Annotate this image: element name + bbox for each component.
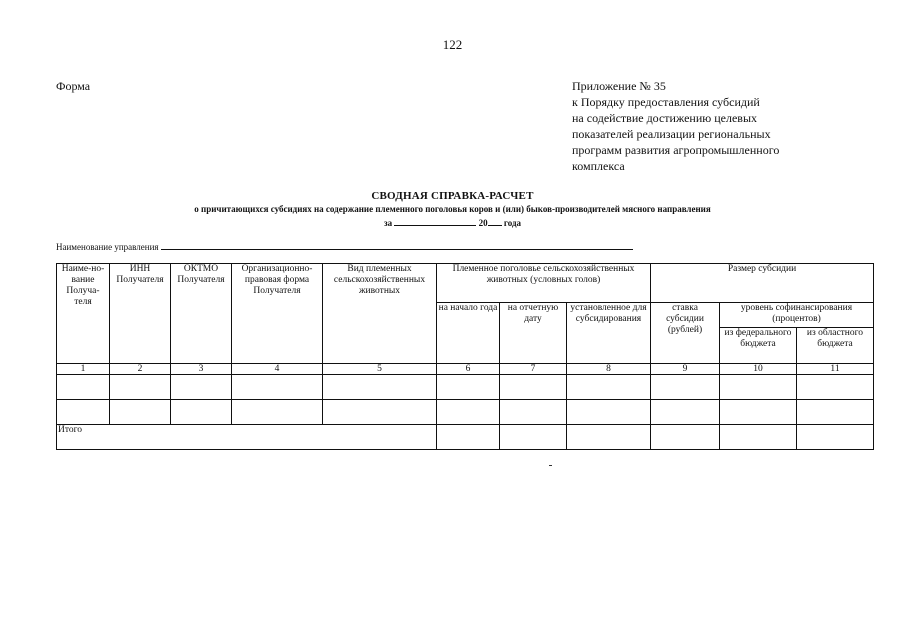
column-number: 4 (232, 364, 323, 375)
column-number: 2 (110, 364, 171, 375)
table-row (57, 400, 874, 425)
column-number: 6 (437, 364, 500, 375)
column-number: 8 (567, 364, 651, 375)
table-cell[interactable] (651, 425, 720, 450)
column-number: 5 (323, 364, 437, 375)
table-cell[interactable] (797, 425, 874, 450)
header-subsidy-size: Размер субсидии (651, 264, 874, 303)
department-label: Наименование управления (56, 242, 159, 252)
table-cell[interactable] (437, 400, 500, 425)
department-row (56, 240, 633, 252)
table-cell[interactable] (567, 375, 651, 400)
header-legal-form: Организационно-правовая форма Получателя (232, 264, 323, 364)
period-line (0, 216, 905, 228)
header-recipient-name: Наиме-но-вание Получа-теля (57, 264, 110, 364)
column-number: 11 (797, 364, 874, 375)
table-cell[interactable] (323, 375, 437, 400)
period-year-prefix: 20 (478, 218, 488, 228)
column-number: 3 (171, 364, 232, 375)
table-cell[interactable] (720, 425, 797, 450)
period-year-blank (488, 216, 502, 226)
header-stock-report: на отчетную дату (500, 303, 567, 364)
header-oktmo: ОКТМО Получателя (171, 264, 232, 364)
document-subtitle: о причитающихся субсидиях на содержание племенного поголовья коров и (или) быков-производителей мясного направления (194, 204, 711, 214)
column-number: 9 (651, 364, 720, 375)
header-stock-established: установленное для субсидирования (567, 303, 651, 364)
table-row (57, 375, 874, 400)
header-regional: из областного бюджета (797, 328, 874, 364)
table-cell[interactable] (437, 375, 500, 400)
header-breeding-stock: Племенное поголовье сельскохозяйственных животных (условных голов) (437, 264, 651, 303)
document-title: СВОДНАЯ СПРАВКА-РАСЧЕТ (371, 190, 534, 202)
appendix-block (572, 78, 892, 174)
table-cell[interactable] (797, 400, 874, 425)
table-cell[interactable] (500, 400, 567, 425)
header-animal-type: Вид племенных сельскохозяйственных животных (323, 264, 437, 364)
total-label: Итого (57, 425, 437, 450)
table-cell[interactable] (232, 375, 323, 400)
table-cell[interactable] (720, 400, 797, 425)
appendix-line: комплекса (572, 159, 625, 173)
subsidy-table (56, 263, 874, 450)
table-cell[interactable] (437, 425, 500, 450)
appendix-line: показателей реализации региональных (572, 127, 771, 141)
table-cell[interactable] (720, 375, 797, 400)
table-cell[interactable] (232, 400, 323, 425)
table-cell[interactable] (500, 375, 567, 400)
header-rate: ставка субсидии (рублей) (651, 303, 720, 364)
table-cell[interactable] (797, 375, 874, 400)
column-number: 10 (720, 364, 797, 375)
appendix-line: к Порядку предоставления субсидий (572, 95, 760, 109)
table-cell[interactable] (110, 400, 171, 425)
table-cell[interactable] (567, 400, 651, 425)
header-federal: из федерального бюджета (720, 328, 797, 364)
total-row (57, 425, 874, 450)
period-prefix: за (383, 218, 393, 228)
form-label: Форма (56, 79, 91, 93)
table-cell[interactable] (567, 425, 651, 450)
column-number: 7 (500, 364, 567, 375)
appendix-line: на содействие достижению целевых (572, 111, 758, 125)
table-cell[interactable] (57, 400, 110, 425)
header-cofinancing: уровень софинансирования (процентов) (720, 303, 874, 328)
table-cell[interactable] (171, 375, 232, 400)
page-number: 122 (442, 37, 463, 52)
table-cell[interactable] (651, 375, 720, 400)
column-number: 1 (57, 364, 110, 375)
appendix-line: Приложение № 35 (572, 79, 666, 93)
period-blank (394, 216, 476, 226)
table-cell[interactable] (171, 400, 232, 425)
appendix-line: программ развития агропромышленного (572, 143, 780, 157)
header-stock-start: на начало года (437, 303, 500, 364)
table-cell[interactable] (110, 375, 171, 400)
table-cell[interactable] (500, 425, 567, 450)
scan-mark (549, 465, 552, 466)
period-suffix: года (503, 218, 522, 228)
table-cell[interactable] (323, 400, 437, 425)
header-inn: ИНН Получателя (110, 264, 171, 364)
table-cell[interactable] (651, 400, 720, 425)
department-fill-line (161, 240, 633, 250)
table-cell[interactable] (57, 375, 110, 400)
